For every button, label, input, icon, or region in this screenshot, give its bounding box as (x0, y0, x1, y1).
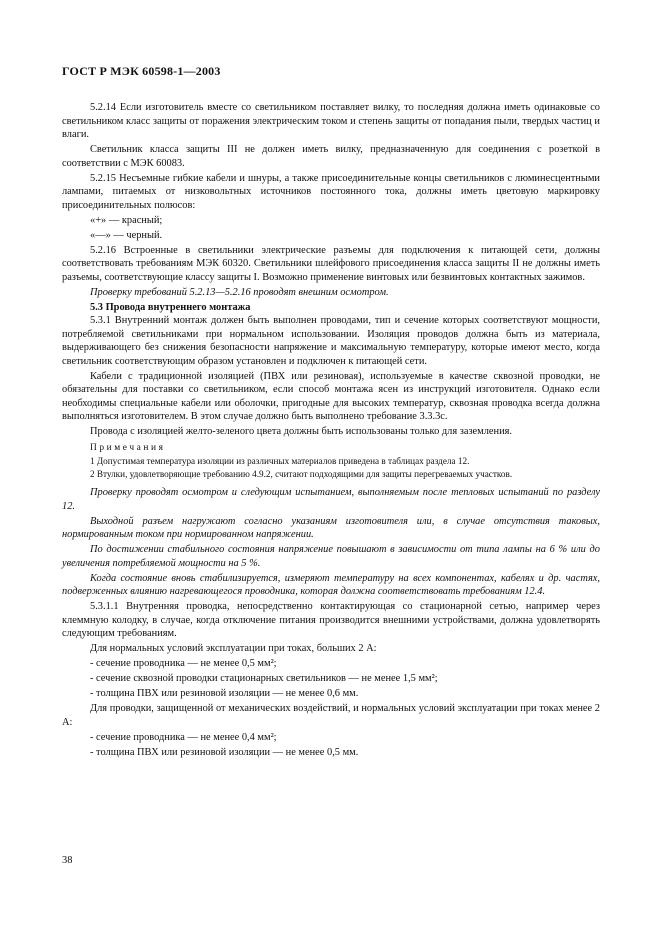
paragraph-5-3-1-1: 5.3.1.1 Внутренняя проводка, непосредственно контактирующая со стационарной сетью, например через клеммную колодку, в случае, когда отключение питания производится внешними устройствами, должна удовлетворять следующим требованиям. (62, 601, 600, 640)
paragraph: Кабели с традиционной изоляцией (ПВХ или резиновая), используемые в качестве сквозной проводки, не обязательны для поставки со светильником, если способ монтажа ясен из инструкций изготовителя. Однако если необходимы специальные кабели или оболочки, пригодные для высоких температур, сквозная проводка всегда должна выполняться изготовителем. В этом случае должно быть выполнено требование 3.3.3с. (62, 370, 600, 422)
test-procedure: По достижении стабильного состояния напряжение повышают в зависимости от типа лампы на 6 % или до увеличения потребляемой мощности на 5 %. (62, 544, 600, 569)
list-item: - сечение сквозной проводки стационарных светильников — не менее 1,5 мм²; (90, 673, 438, 685)
notes-heading: Примечания (90, 442, 166, 453)
test-procedure: Проверку проводят осмотром и следующим испытанием, выполняемым после тепловых испытаний по разделу 12. (62, 487, 600, 512)
test-procedure: Выходной разъем нагружают согласно указаниям изготовителя или, в случае отсутствия таковых, нормированным током при нормированном напряжении. (62, 515, 600, 541)
note-item: 2 Втулки, удовлетворяющие требованию 4.9.2, считают подходящими для защиты перегреваемых участков. (90, 468, 513, 479)
check-statement: Проверку требований 5.2.13—5.2.16 проводят внешним осмотром. (90, 286, 389, 298)
paragraph: Светильник класса защиты III не должен иметь вилку, предназначенную для соединения с розеткой в соответствии с МЭК 60083. (62, 144, 600, 169)
section-heading-5-3: 5.3 Провода внутреннего монтажа (90, 301, 251, 313)
document-body (62, 101, 600, 761)
list-item: - сечение проводника — не менее 0,4 мм²; (90, 731, 277, 743)
list-item: «—» — черный. (90, 229, 163, 241)
paragraph-5-2-14: 5.2.14 Если изготовитель вместе со светильником поставляет вилку, то последняя должна иметь одинаковые со светильником класс защиты от поражения электрическим током и степень защиты от попадания пыли, твердых частиц и влаги. (62, 102, 600, 140)
list-item: - толщина ПВХ или резиновой изоляции — не менее 0,6 мм. (90, 688, 359, 700)
paragraph: Для проводки, защищенной от механических воздействий, и нормальных условий эксплуатации при токах менее 2 А: (62, 703, 600, 728)
paragraph: Провода с изоляцией желто-зеленого цвета должны быть использованы только для заземления. (90, 426, 513, 437)
test-procedure: Когда состояние вновь стабилизируется, измеряют температуру на всех компонентах, кабелях и др. частях, подверженных влиянию нагревающегося проводника, которая должна соответствовать требованиям 12.4. (62, 572, 600, 598)
list-item: - сечение проводника — не менее 0,5 мм²; (90, 658, 277, 670)
list-item: «+» — красный; (90, 214, 163, 226)
document-header: ГОСТ Р МЭК 60598-1—2003 (62, 64, 221, 78)
paragraph-5-2-15: 5.2.15 Несъемные гибкие кабели и шнуры, а также присоединительные концы светильников с люминесцентными лампами, питаемых от низковольтных источников постоянного тока, должны иметь цветовую маркировку присоединительных полюсов: (62, 172, 600, 211)
list-item: - толщина ПВХ или резиновой изоляции — не менее 0,5 мм. (90, 746, 359, 758)
paragraph-5-3-1: 5.3.1 Внутренний монтаж должен быть выполнен проводами, тип и сечение которых соответствуют мощности, потребляемой светильниками при нормальном использовании. Изоляция проводов должна быть из материала, выдерживающего без снижения безопасности напряжение и максимальную температуру, которые имеют место, когда светильник соответствующим образом установлен и подключен к питающей сети. (62, 315, 600, 367)
paragraph-5-2-16: 5.2.16 Встроенные в светильники электрические разъемы для подключения к питающей сети, должны соответствовать требованиям МЭК 60320. Светильники шлейфового присоединения класса защиты II не должны иметь разъемы, соответствующие классу защиты I. Возможно применение винтовых или безвинтовых контактных зажимов. (62, 244, 600, 283)
page-number: 38 (62, 855, 73, 866)
paragraph: Для нормальных условий эксплуатации при токах, больших 2 А: (90, 643, 377, 655)
note-item: 1 Допустимая температура изоляции из различных материалов приведена в таблицах раздела 12. (90, 455, 470, 466)
